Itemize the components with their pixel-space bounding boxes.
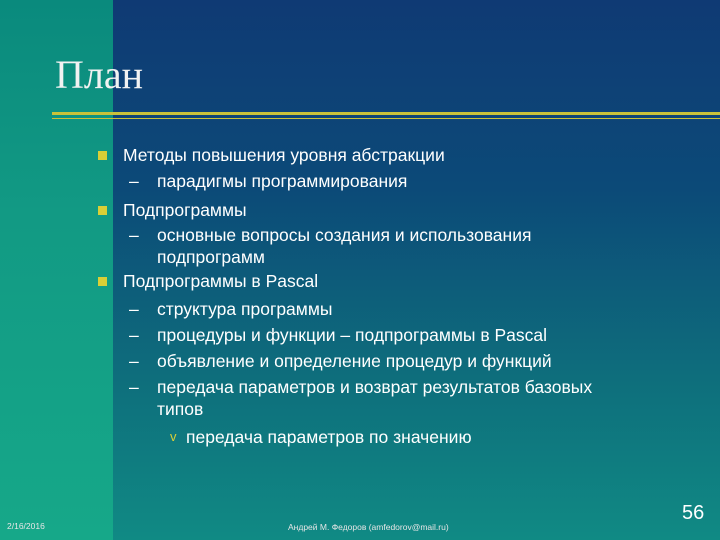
dash-marker: – — [129, 325, 139, 345]
outline-item-level1: Подпрограммы в Pascal — [123, 271, 319, 291]
footer-author: Андрей М. Федоров (amfedorov@mail.ru) — [288, 522, 449, 532]
outline-item-level2: передача параметров и возврат результатов базовых — [157, 377, 593, 397]
page-number: 56 — [682, 502, 705, 524]
bullet-square-icon — [98, 206, 107, 215]
bullet-square-icon — [98, 151, 107, 160]
outline-item-level2-continuation: подпрограмм — [157, 247, 265, 267]
dash-marker: – — [129, 299, 139, 319]
diamond-bullet-icon: v — [170, 429, 177, 444]
outline-item-level3: передача параметров по значению — [186, 427, 472, 447]
footer-date: 2/16/2016 — [7, 521, 45, 531]
bullet-square-icon — [98, 277, 107, 286]
outline-item-level2: основные вопросы создания и использования — [157, 225, 532, 245]
dash-marker: – — [129, 225, 139, 245]
dash-marker: – — [129, 171, 139, 191]
outline-item-level2: процедуры и функции – подпрограммы в Pascal — [157, 325, 548, 345]
dash-marker: – — [129, 351, 139, 371]
outline-item-level2: структура программы — [157, 299, 333, 319]
outline-item-level1: Подпрограммы — [123, 200, 247, 220]
outline-item-level1: Методы повышения уровня абстракции — [123, 145, 445, 165]
outline-item-level2: объявление и определение процедур и функций — [157, 351, 552, 371]
dash-marker: – — [129, 377, 139, 397]
slide-title: План — [55, 52, 144, 97]
outline-item-level2-continuation: типов — [157, 399, 204, 419]
outline-item-level2: парадигмы программирования — [157, 171, 408, 191]
